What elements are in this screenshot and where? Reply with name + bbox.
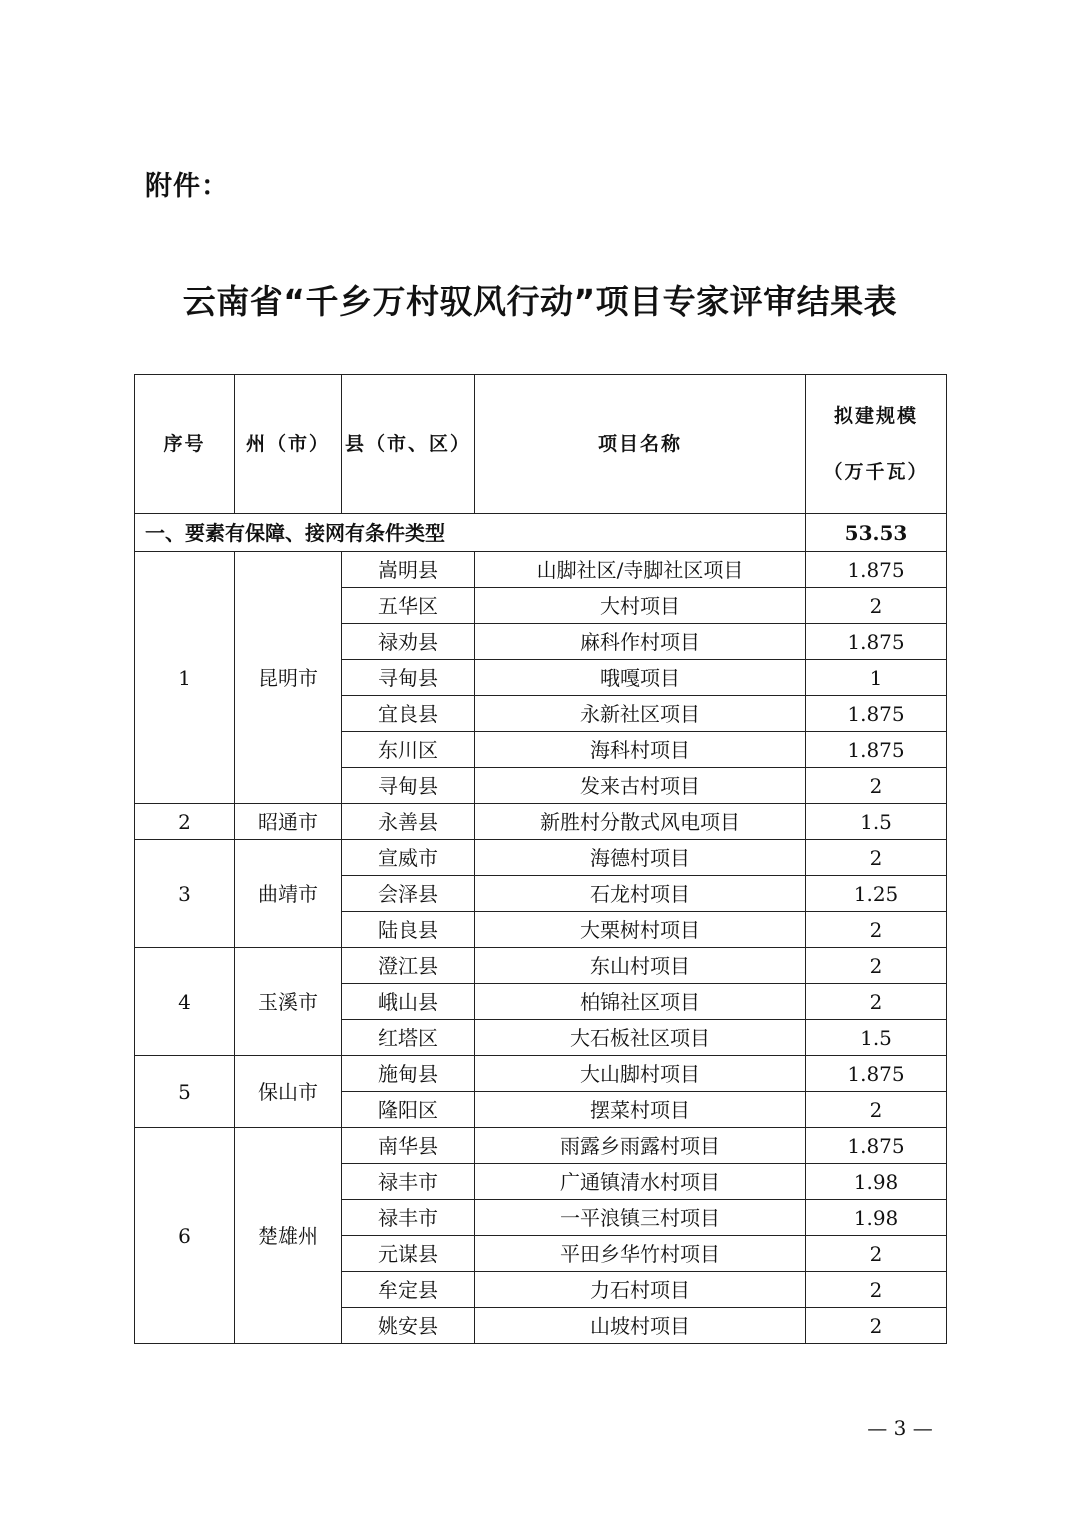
project-cell: 柏锦社区项目 <box>475 984 806 1020</box>
project-cell: 大栗树村项目 <box>475 912 806 948</box>
county-cell: 永善县 <box>342 804 475 840</box>
project-cell: 发来古村项目 <box>475 768 806 804</box>
prefecture-cell: 曲靖市 <box>235 840 342 948</box>
section-label: 一、要素有保障、接网有条件类型 <box>135 514 806 552</box>
scale-cell: 2 <box>806 840 947 876</box>
prefecture-cell: 昆明市 <box>235 552 342 804</box>
scale-cell: 1.25 <box>806 876 947 912</box>
county-cell: 宜良县 <box>342 696 475 732</box>
document-title: 云南省“千乡万村驭风行动”项目专家评审结果表 <box>182 282 898 321</box>
county-cell: 隆阳区 <box>342 1092 475 1128</box>
county-cell: 红塔区 <box>342 1020 475 1056</box>
project-cell: 海科村项目 <box>475 732 806 768</box>
table-row <box>135 552 947 588</box>
county-cell: 宣威市 <box>342 840 475 876</box>
project-cell: 广通镇清水村项目 <box>475 1164 806 1200</box>
table-row <box>135 1056 947 1092</box>
header-county: 县（市、区） <box>342 375 475 514</box>
header-scale-title: 拟建规模 <box>833 405 918 427</box>
scale-cell: 2 <box>806 912 947 948</box>
project-cell: 力石村项目 <box>475 1272 806 1308</box>
seq-cell: 1 <box>135 552 235 804</box>
scale-cell: 1.98 <box>806 1200 947 1236</box>
table-row <box>135 804 947 840</box>
project-cell: 山脚社区/寺脚社区项目 <box>475 552 806 588</box>
project-cell: 麻科作村项目 <box>475 624 806 660</box>
attachment-label: 附件： <box>145 171 229 202</box>
scale-cell: 1.5 <box>806 1020 947 1056</box>
project-cell: 大山脚村项目 <box>475 1056 806 1092</box>
scale-cell: 1.875 <box>806 624 947 660</box>
county-cell: 寻甸县 <box>342 660 475 696</box>
county-cell: 元谋县 <box>342 1236 475 1272</box>
scale-cell: 2 <box>806 768 947 804</box>
seq-cell: 2 <box>135 804 235 840</box>
project-cell: 新胜村分散式风电项目 <box>475 804 806 840</box>
project-cell: 摆菜村项目 <box>475 1092 806 1128</box>
header-scale <box>806 375 947 514</box>
county-cell: 寻甸县 <box>342 768 475 804</box>
project-cell: 雨露乡雨露村项目 <box>475 1128 806 1164</box>
project-cell: 永新社区项目 <box>475 696 806 732</box>
section-total: 53.53 <box>806 514 947 552</box>
scale-cell: 1.875 <box>806 696 947 732</box>
scale-cell: 1.875 <box>806 1056 947 1092</box>
results-table <box>134 374 947 1344</box>
prefecture-cell: 楚雄州 <box>235 1128 342 1344</box>
county-cell: 东川区 <box>342 732 475 768</box>
seq-cell: 6 <box>135 1128 235 1344</box>
scale-cell: 2 <box>806 1092 947 1128</box>
scale-cell: 1 <box>806 660 947 696</box>
table-row <box>135 840 947 876</box>
county-cell: 嵩明县 <box>342 552 475 588</box>
scale-cell: 1.98 <box>806 1164 947 1200</box>
project-cell: 大村项目 <box>475 588 806 624</box>
scale-cell: 2 <box>806 1236 947 1272</box>
county-cell: 澄江县 <box>342 948 475 984</box>
project-cell: 海德村项目 <box>475 840 806 876</box>
project-cell: 大石板社区项目 <box>475 1020 806 1056</box>
county-cell: 五华区 <box>342 588 475 624</box>
scale-cell: 1.875 <box>806 1128 947 1164</box>
county-cell: 牟定县 <box>342 1272 475 1308</box>
county-cell: 南华县 <box>342 1128 475 1164</box>
prefecture-cell: 昭通市 <box>235 804 342 840</box>
project-cell: 山坡村项目 <box>475 1308 806 1344</box>
county-cell: 陆良县 <box>342 912 475 948</box>
county-cell: 会泽县 <box>342 876 475 912</box>
seq-cell: 4 <box>135 948 235 1056</box>
seq-cell: 3 <box>135 840 235 948</box>
scale-cell: 2 <box>806 1308 947 1344</box>
table-row <box>135 1128 947 1164</box>
scale-cell: 2 <box>806 984 947 1020</box>
county-cell: 姚安县 <box>342 1308 475 1344</box>
project-cell: 平田乡华竹村项目 <box>475 1236 806 1272</box>
prefecture-cell: 保山市 <box>235 1056 342 1128</box>
scale-cell: 2 <box>806 588 947 624</box>
prefecture-cell: 玉溪市 <box>235 948 342 1056</box>
project-cell: 石龙村项目 <box>475 876 806 912</box>
project-cell: 东山村项目 <box>475 948 806 984</box>
county-cell: 禄丰市 <box>342 1164 475 1200</box>
header-prefecture: 州（市） <box>235 375 342 514</box>
county-cell: 峨山县 <box>342 984 475 1020</box>
header-project: 项目名称 <box>475 375 806 514</box>
section-row <box>135 514 947 552</box>
scale-cell: 2 <box>806 948 947 984</box>
header-seq: 序号 <box>135 375 235 514</box>
scale-cell: 1.5 <box>806 804 947 840</box>
scale-cell: 2 <box>806 1272 947 1308</box>
county-cell: 禄丰市 <box>342 1200 475 1236</box>
seq-cell: 5 <box>135 1056 235 1128</box>
scale-cell: 1.875 <box>806 552 947 588</box>
project-cell: 哦嘎项目 <box>475 660 806 696</box>
page-number: — 3 — <box>867 1416 933 1440</box>
header-row <box>135 375 947 514</box>
county-cell: 禄劝县 <box>342 624 475 660</box>
project-cell: 一平浪镇三村项目 <box>475 1200 806 1236</box>
header-scale-unit: （万千瓦） <box>823 461 929 483</box>
table-row <box>135 948 947 984</box>
scale-cell: 1.875 <box>806 732 947 768</box>
county-cell: 施甸县 <box>342 1056 475 1092</box>
